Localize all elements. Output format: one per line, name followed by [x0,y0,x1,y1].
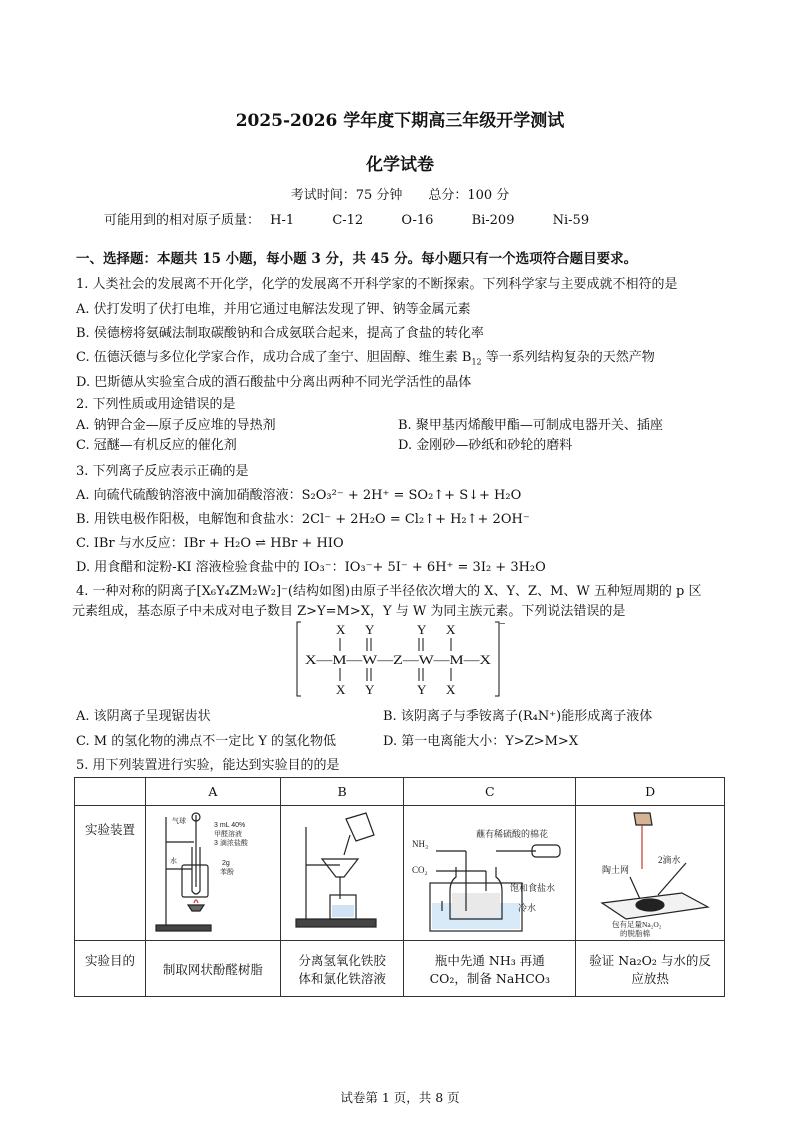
atom-c: C-12 [332,213,364,228]
atom-ni: Ni-59 [552,213,590,228]
q2-option-a: A. 钠钾合金—原子反应堆的导热剂 [76,418,276,433]
q1-c-sub: 12 [471,357,482,367]
struct-middle: X—M—W—Z—W—M—X [305,652,492,667]
q5-stem: 5. 用下列装置进行实验，能达到实验目的的是 [76,758,340,773]
subject-title: 化学试卷 [366,155,434,175]
a-label-6: 气球 [171,817,186,825]
q4-option-d: D. 第一电离能大小：Y>Z>M>X [383,734,579,749]
q2-stem: 2. 下列性质或用途错误的是 [76,397,236,412]
q3-stem: 3. 下列离子反应表示正确的是 [76,464,249,479]
struct-top-4: X [446,622,456,637]
purpose-d-line2: 应放热 [631,970,669,986]
atoms-label: 可能用到的相对原子质量： [104,213,261,228]
row-purpose-label: 实验目的 [75,941,146,997]
purpose-c [404,941,576,997]
struct-bottom-3: Y [417,682,427,697]
a-label-1: 3 mL 40% [213,821,246,829]
q3-option-a [76,484,521,503]
a-label-2: 甲醛溶液 [213,830,242,838]
apparatus-a-drawing [148,807,278,937]
row-apparatus-label: 实验装置 [75,806,146,941]
a-label-3: 3 滴浓盐酸 [213,839,248,847]
page-footer: 试卷第 1 页，共 8 页 [340,1090,460,1105]
purpose-d [576,941,725,997]
q1-stem: 1. 人类社会的发展离不开化学，化学的发展离不开科学家的不断探索。下列科学家与主要成就不相符的是 [76,277,678,292]
purpose-a: 制取网状酚醛树脂 [146,941,281,997]
q3-option-c: C. IBr 与水反应：IBr + H₂O ⇌ HBr + HIO [76,536,344,551]
q2-option-c: C. 冠醚—有机反应的催化剂 [76,438,237,453]
d-label-wrap-1: 包有足量Na₂O₂ [611,919,661,929]
q1-option-c [76,346,655,367]
experiment-table [74,777,725,997]
c-label-brine: 饱和食盐水 [509,882,555,893]
q4-stem-line1: 4. 一种对称的阴离子[X₆Y₄ZM₂W₂]⁻(结构如图)由原子半径依次增大的 X、Y、Z、M、W 五种短周期的 p 区 [76,584,702,599]
col-a-header: A [146,778,281,806]
q2-option-d: D. 金刚砂—砂纸和砂轮的磨料 [398,438,573,453]
q3-a-text: A. 向硫代硫酸钠溶液中滴加硝酸溶液： [76,488,302,503]
a-label-7: 水 [169,857,177,865]
d-label-water: 2滴水 [657,854,681,865]
struct-bottom-4: X [446,682,456,697]
atomic-masses [104,209,623,228]
q3-b-text: B. 用铁电极作阳极，电解饱和食盐水： [76,512,302,527]
atom-h: H-1 [270,213,295,228]
c-label-cotton: 蘸有稀硫酸的棉花 [475,828,548,839]
exam-meta: 考试时间：75 分钟 总分：100 分 [290,188,510,203]
apparatus-d-drawing [578,807,723,937]
struct-bottom-2: Y [365,682,375,697]
q1-option-a: A. 伏打发明了伏打电堆，并用它通过电解法发现了钾、钠等金属元素 [76,302,471,317]
apparatus-c-drawing [406,807,574,937]
c-label-cold-water: 冷水 [517,902,536,913]
anion-structure [295,620,505,698]
apparatus-b [280,806,404,941]
purpose-c-line2: CO₂，制备 NaHCO₃ [429,970,551,986]
q3-option-d [76,556,546,575]
c-label-nh3: NH₃ [411,838,428,849]
table-corner [75,778,146,806]
apparatus-b-drawing [282,807,402,937]
struct-top-2: Y [365,622,375,637]
struct-top-3: Y [417,622,427,637]
q3-option-b [76,508,530,527]
apparatus-a [146,806,281,941]
q1-option-b: B. 侯德榜将氨碱法制取碳酸钠和合成氨联合起来，提高了食盐的转化率 [76,326,484,341]
col-c-header: C [404,778,576,806]
section-heading: 一、选择题：本题共 15 小题，每小题 3 分，共 45 分。每小题只有一个选项符合题目要求。 [76,251,638,267]
a-label-4: 2g [221,859,230,867]
struct-bottom-1: X [336,682,346,697]
apparatus-c [404,806,576,941]
q2-option-b: B. 聚甲基丙烯酸甲酯—可制成电器开关、插座 [398,418,663,433]
q1-c-post: 等一系列结构复杂的天然产物 [481,350,655,365]
q1-option-d: D. 巴斯德从实验室合成的酒石酸盐中分离出两种不同光学活性的晶体 [76,375,472,390]
col-d-header: D [576,778,725,806]
purpose-d-line1: 验证 Na₂O₂ 与水的反 [589,952,711,968]
col-b-header: B [280,778,404,806]
purpose-c-line1: 瓶中先通 NH₃ 再通 [434,952,545,968]
q4-stem-line2: 元素组成，基态原子中未成对电子数目 Z>Y=M>X，Y 与 W 为同主族元素。下列说法错误的是 [72,604,626,619]
purpose-b [280,941,404,997]
d-label-gauze: 陶土网 [601,864,629,875]
q3-a-equation: S₂O₃²⁻ + 2H⁺ = SO₂↑+ S↓+ H₂O [301,488,522,503]
purpose-b-line1: 分离氢氧化铁胶 [298,952,386,968]
exam-title: 2025-2026 学年度下期高三年级开学测试 [235,111,565,131]
a-label-5: 苯酚 [219,868,234,876]
q3-d-equation: IO₃⁻+ 5I⁻ + 6H⁺ = 3I₂ + 3H₂O [344,560,546,575]
q4-option-a: A. 该阴离子呈现锯齿状 [76,709,211,724]
purpose-b-line2: 体和氯化铁溶液 [298,970,386,986]
q3-b-equation: 2Cl⁻ + 2H₂O = Cl₂↑+ H₂↑+ 2OH⁻ [301,512,530,527]
atom-o: O-16 [401,213,434,228]
charge: ⁻ [499,618,506,633]
d-label-wrap-2: 的脱脂棉 [619,928,650,938]
q3-d-text: D. 用食醋和淀粉-KI 溶液检验食盐中的 IO₃⁻： [76,560,345,575]
apparatus-d [576,806,725,941]
atom-bi: Bi-209 [471,213,515,228]
q1-c-pre: C. 伍德沃德与多位化学家合作，成功合成了奎宁、胆固醇、维生素 B [76,350,472,365]
c-label-co2: CO₂ [411,864,428,875]
q4-option-c: C. M 的氢化物的沸点不一定比 Y 的氢化物低 [76,734,337,749]
q4-option-b: B. 该阴离子与季铵离子(R₄N⁺)能形成离子液体 [383,709,653,724]
struct-top-1: X [336,622,346,637]
